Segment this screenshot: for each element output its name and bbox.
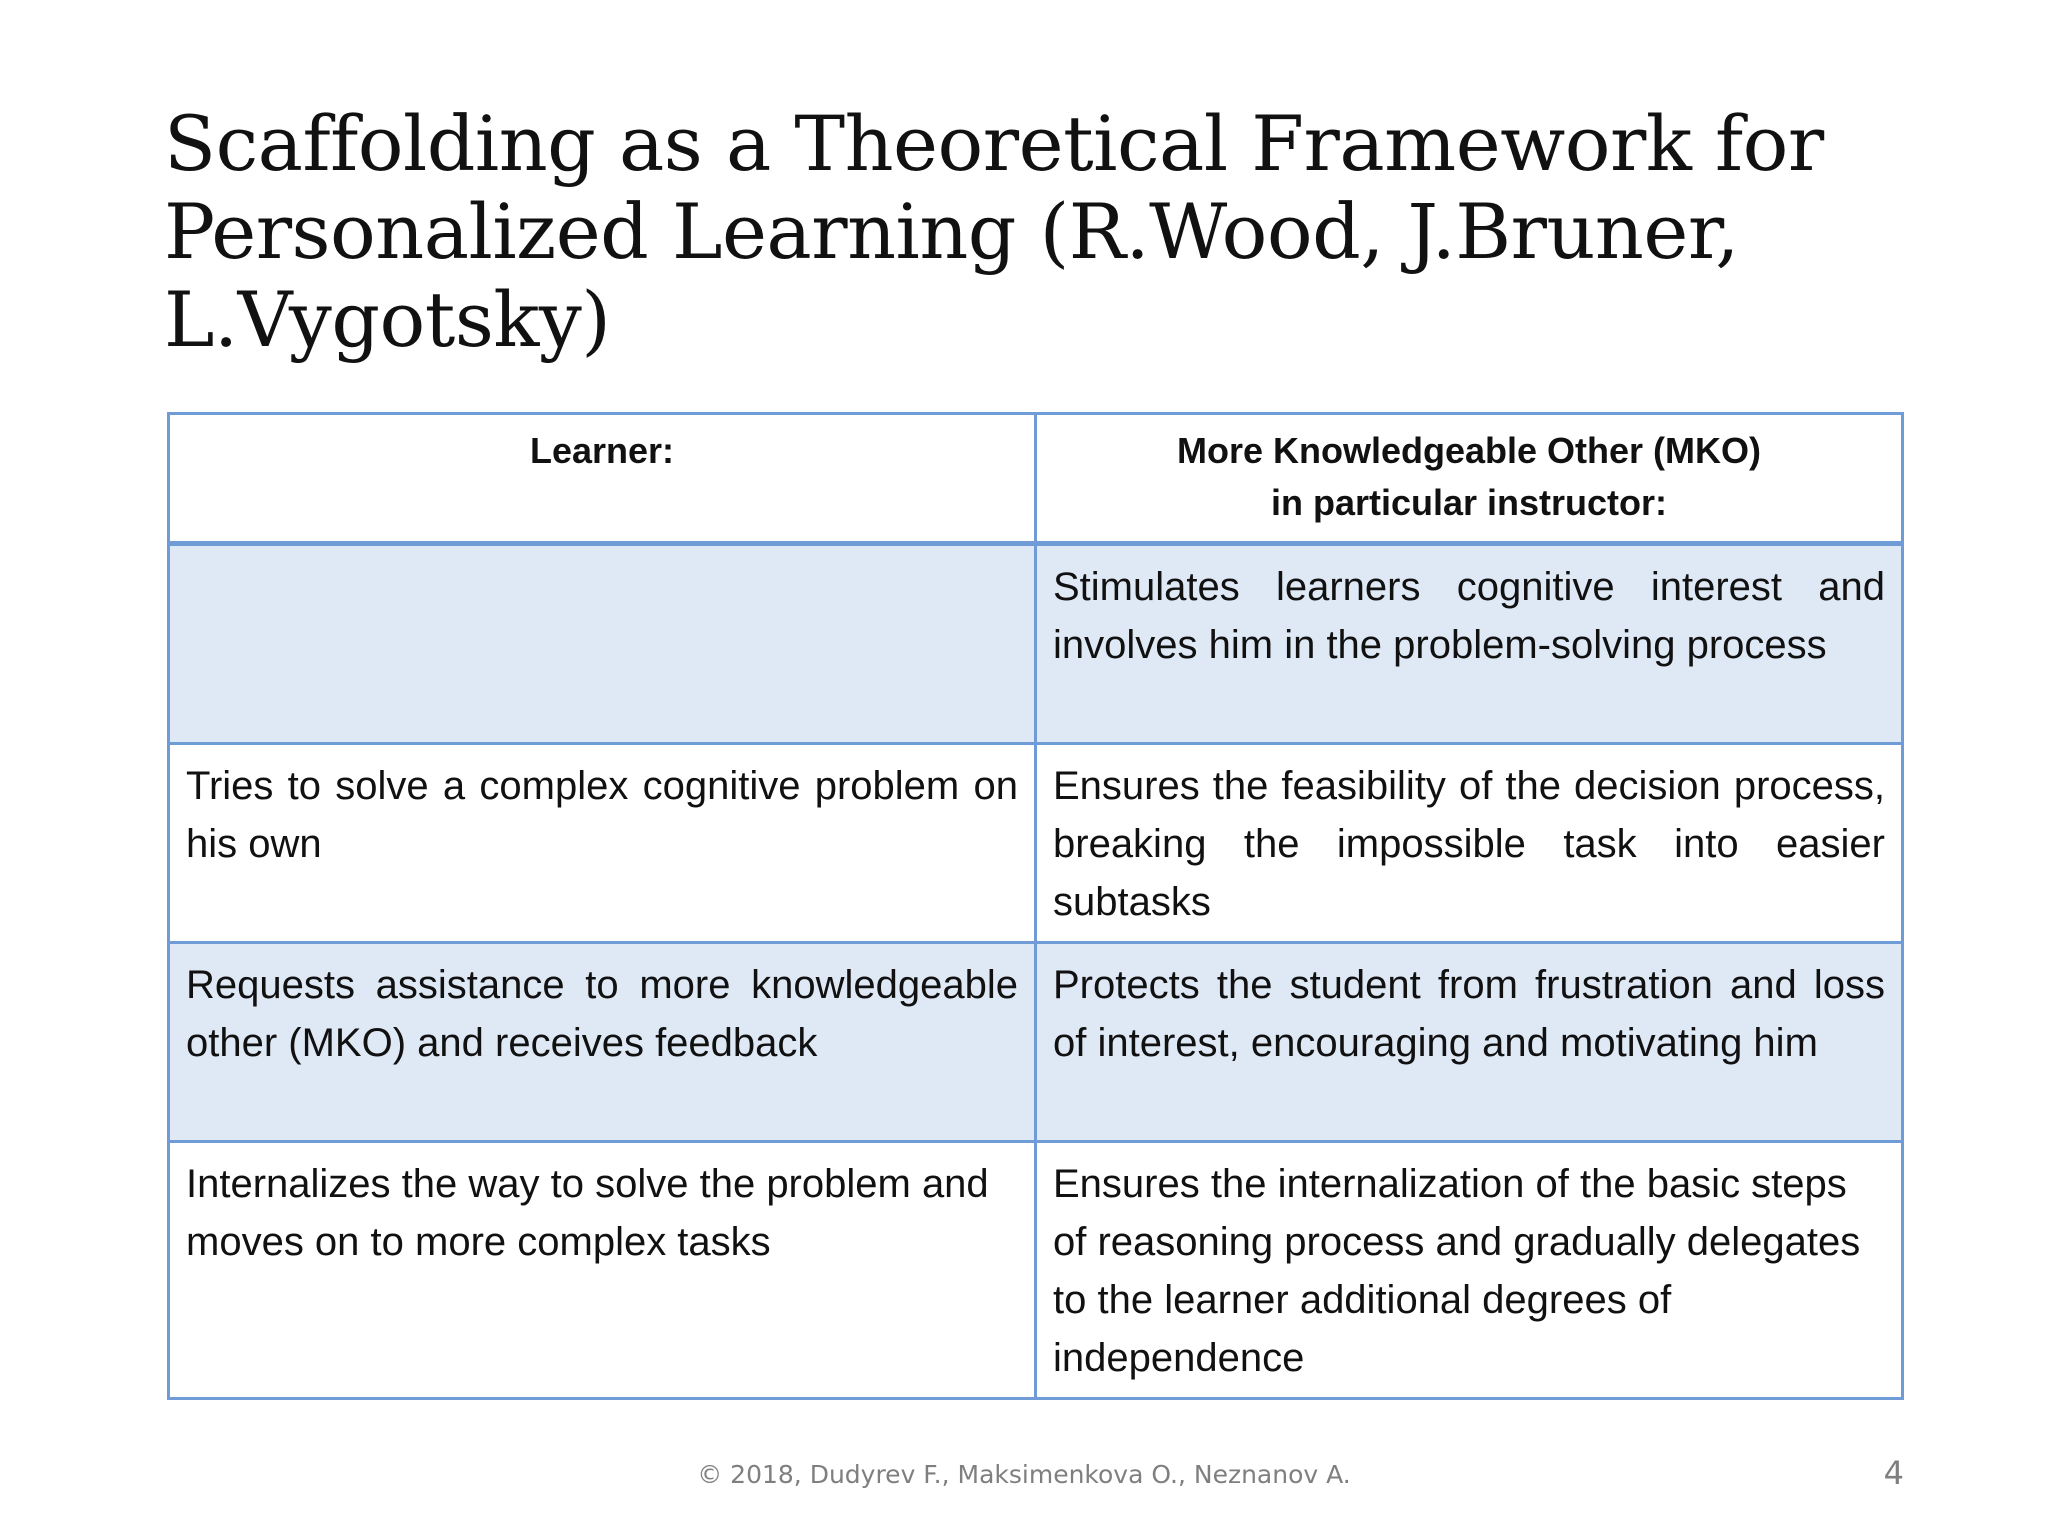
title-line-2: Personalized Learning (R.Wood, J.Bruner,: [164, 187, 1739, 276]
header-learner-label: Learner:: [529, 430, 675, 471]
title-line-1: Scaffolding as a Theoretical Framework for: [164, 99, 1824, 188]
title-line-3: L.Vygotsky): [164, 275, 611, 364]
learner-cell: Internalizes the way to solve the problem and moves on to more complex tasks: [169, 1142, 1036, 1399]
scaffolding-table: [167, 412, 1904, 1400]
page-number: 4: [1883, 1454, 1904, 1492]
learner-cell: Requests assistance to more knowledgeable other (MKO) and receives feedback: [169, 943, 1036, 1142]
learner-cell: Tries to solve a complex cognitive problem on his own: [169, 744, 1036, 943]
header-learner: [169, 414, 1036, 544]
footer-credit: © 2018, Dudyrev F., Maksimenkova O., Neznanov A.: [697, 1460, 1351, 1489]
learner-cell: [169, 544, 1036, 744]
mko-cell: Protects the student from frustration and loss of interest, encouraging and motivating him: [1036, 943, 1903, 1142]
table-row: [169, 1142, 1903, 1399]
slide-title: [164, 100, 1924, 364]
header-mko: [1036, 414, 1903, 544]
header-mko-line-2: in particular instructor:: [1270, 482, 1668, 523]
table-row: [169, 544, 1903, 744]
mko-cell: Ensures the internalization of the basic steps of reasoning process and gradually delegates to the learner additional degrees of independence: [1036, 1142, 1903, 1399]
table-header-row: [169, 414, 1903, 544]
mko-cell: Ensures the feasibility of the decision process, breaking the impossible task into easier subtasks: [1036, 744, 1903, 943]
table-row: [169, 943, 1903, 1142]
header-mko-line-1: More Knowledgeable Other (MKO): [1176, 430, 1762, 471]
table-row: [169, 744, 1903, 943]
mko-cell: Stimulates learners cognitive interest and involves him in the problem-solving process: [1036, 544, 1903, 744]
